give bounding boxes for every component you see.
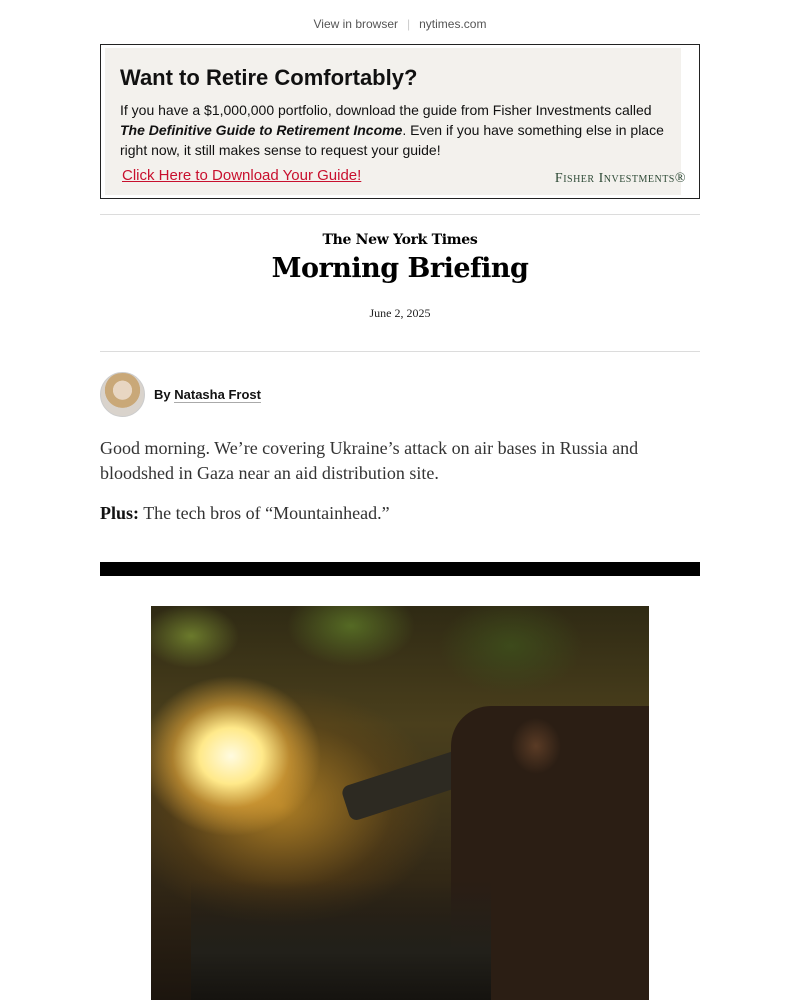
divider-top	[100, 214, 700, 215]
author-link[interactable]: Natasha Frost	[174, 387, 261, 402]
divider-bottom	[100, 351, 700, 352]
nytimes-link[interactable]: nytimes.com	[419, 17, 487, 31]
newsletter-date: June 2, 2025	[369, 306, 431, 320]
author-avatar	[100, 372, 145, 417]
ad-guide-title: The Definitive Guide to Retirement Income	[120, 122, 403, 138]
byline-prefix: By	[154, 387, 171, 402]
nyt-logo[interactable]: The New York Times	[322, 232, 478, 248]
advertisement-banner[interactable]	[100, 44, 700, 199]
header-separator: |	[407, 17, 411, 31]
byline	[100, 372, 261, 417]
byline-text	[154, 387, 261, 402]
header-links	[0, 17, 800, 31]
ad-title: Want to Retire Comfortably?	[120, 65, 418, 90]
lede-paragraph: Good morning. We’re covering Ukraine’s attack on air bases in Russia and bloodshed in Gaza near an aid distribution site.	[100, 438, 639, 483]
fisher-investments-logo: Fisher Investments®	[554, 171, 686, 186]
ad-body	[120, 100, 680, 160]
view-in-browser-link[interactable]: View in browser	[313, 17, 398, 31]
section-divider-bar	[100, 562, 700, 576]
masthead	[0, 232, 800, 284]
plus-text: The tech bros of “Mountainhead.”	[139, 503, 390, 523]
article-photo[interactable]	[151, 606, 649, 1000]
ad-body-prefix: If you have a $1,000,000 portfolio, download the guide from Fisher Investments called	[120, 102, 652, 118]
ad-download-link[interactable]: Click Here to Download Your Guide!	[122, 167, 362, 184]
photo-artillery-base	[191, 880, 491, 1000]
newsletter-title: Morning Briefing	[271, 253, 529, 284]
plus-label: Plus:	[100, 503, 140, 523]
plus-paragraph	[100, 501, 700, 526]
ad-body-suffix: . Even if you have something else in place right now, it still makes sense to request your guide!	[120, 122, 664, 158]
